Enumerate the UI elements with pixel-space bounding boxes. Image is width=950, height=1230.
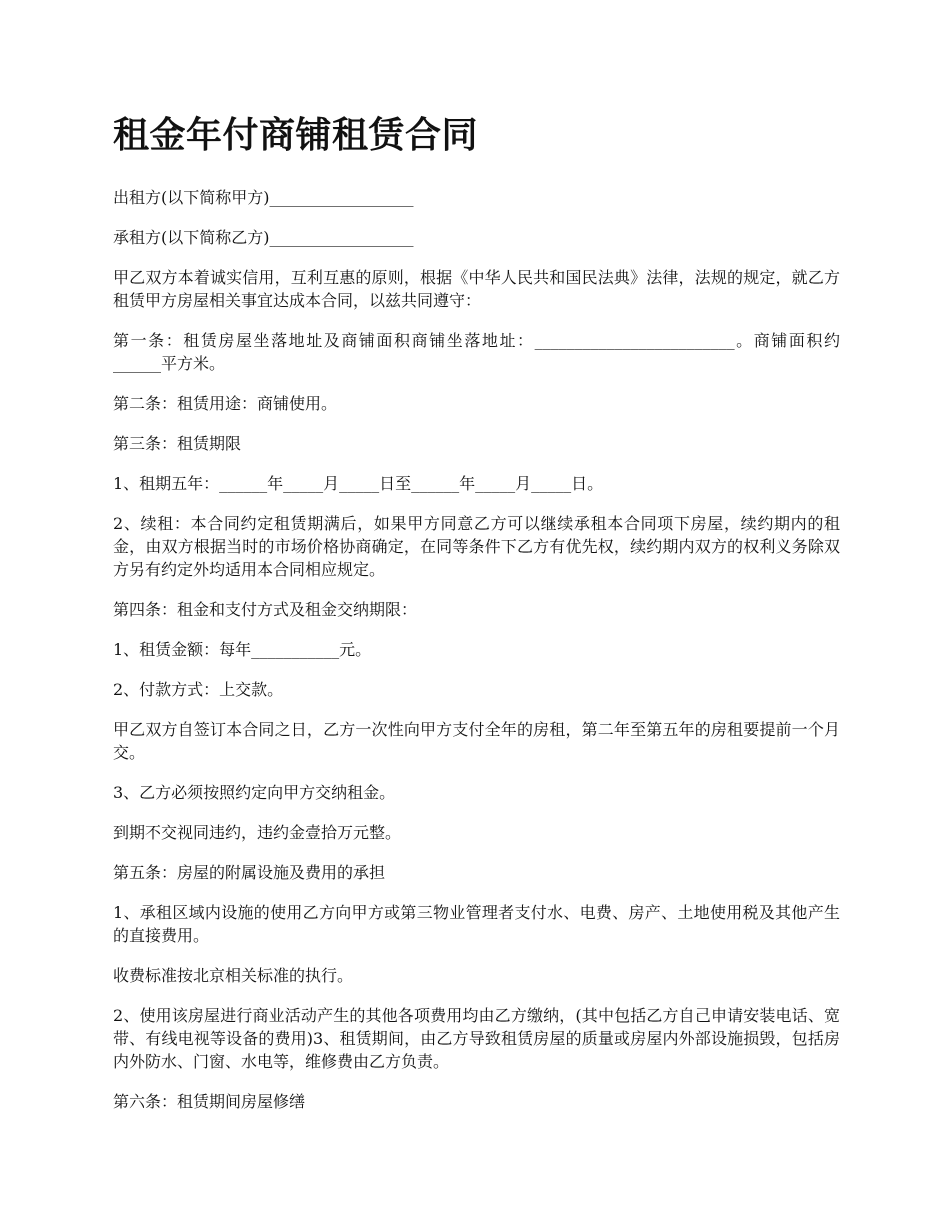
article-6-heading: 第六条：租赁期间房屋修缮 (113, 1092, 306, 1111)
fee-standard-paragraph: 收费标准按北京相关标准的执行。 (113, 966, 354, 985)
article-4-heading: 第四条：租金和支付方式及租金交纳期限： (113, 600, 418, 619)
article-2-paragraph: 第二条：租赁用途：商铺使用。 (113, 394, 338, 413)
utilities-paragraph: 1、承租区域内设施的使用乙方向甲方或第三物业管理者支付水、电费、房产、土地使用税及其他产生的直接费用。 (113, 903, 840, 945)
article-1-paragraph: 第一条：租赁房屋坐落地址及商铺面积商铺坐落地址：_________________________。商铺面积约______平方米。 (113, 331, 840, 373)
payment-schedule-paragraph: 甲乙双方自签订本合同之日，乙方一次性向甲方支付全年的房租，第二年至第五年的房租要提前一个月交。 (113, 720, 840, 762)
article-3-heading: 第三条：租赁期限 (113, 434, 242, 453)
rent-obligation-paragraph: 3、乙方必须按照约定向甲方交纳租金。 (113, 783, 396, 802)
document-page (113, 112, 840, 1130)
party-a-line: 出租方(以下简称甲方)__________________ (113, 188, 414, 207)
lease-term-paragraph: 1、租期五年：______年_____月_____日至______年_____月_____日。 (113, 474, 604, 493)
payment-method-paragraph: 2、付款方式：上交款。 (113, 680, 284, 699)
penalty-paragraph: 到期不交视同违约，违约金壹拾万元整。 (113, 823, 402, 842)
party-b-line: 承租方(以下简称乙方)__________________ (113, 228, 414, 247)
renewal-paragraph: 2、续租：本合同约定租赁期满后，如果甲方同意乙方可以继续承租本合同项下房屋，续约期内的租金，由双方根据当时的市场价格协商确定，在同等条件下乙方有优先权，续约期内双方的权利义务除双方另有约定外均适用本合同相应规定。 (113, 514, 840, 579)
other-fees-paragraph: 2、使用该房屋进行商业活动产生的其他各项费用均由乙方缴纳，(其中包括乙方自己申请安装电话、宽带、有线电视等设备的费用)3、租赁期间，由乙方导致租赁房屋的质量或房屋内外部设施损毁，包括房内外防水、门窗、水电等，维修费由乙方负责。 (113, 1006, 840, 1071)
rent-amount-paragraph: 1、租赁金额：每年___________元。 (113, 640, 372, 659)
preamble-paragraph: 甲乙双方本着诚实信用，互利互惠的原则，根据《中华人民共和国民法典》法律，法规的规定，就乙方租赁甲方房屋相关事宜达成本合同，以兹共同遵守： (113, 268, 840, 310)
article-5-heading: 第五条：房屋的附属设施及费用的承担 (113, 863, 386, 882)
document-title: 租金年付商铺租赁合同 (113, 115, 479, 156)
